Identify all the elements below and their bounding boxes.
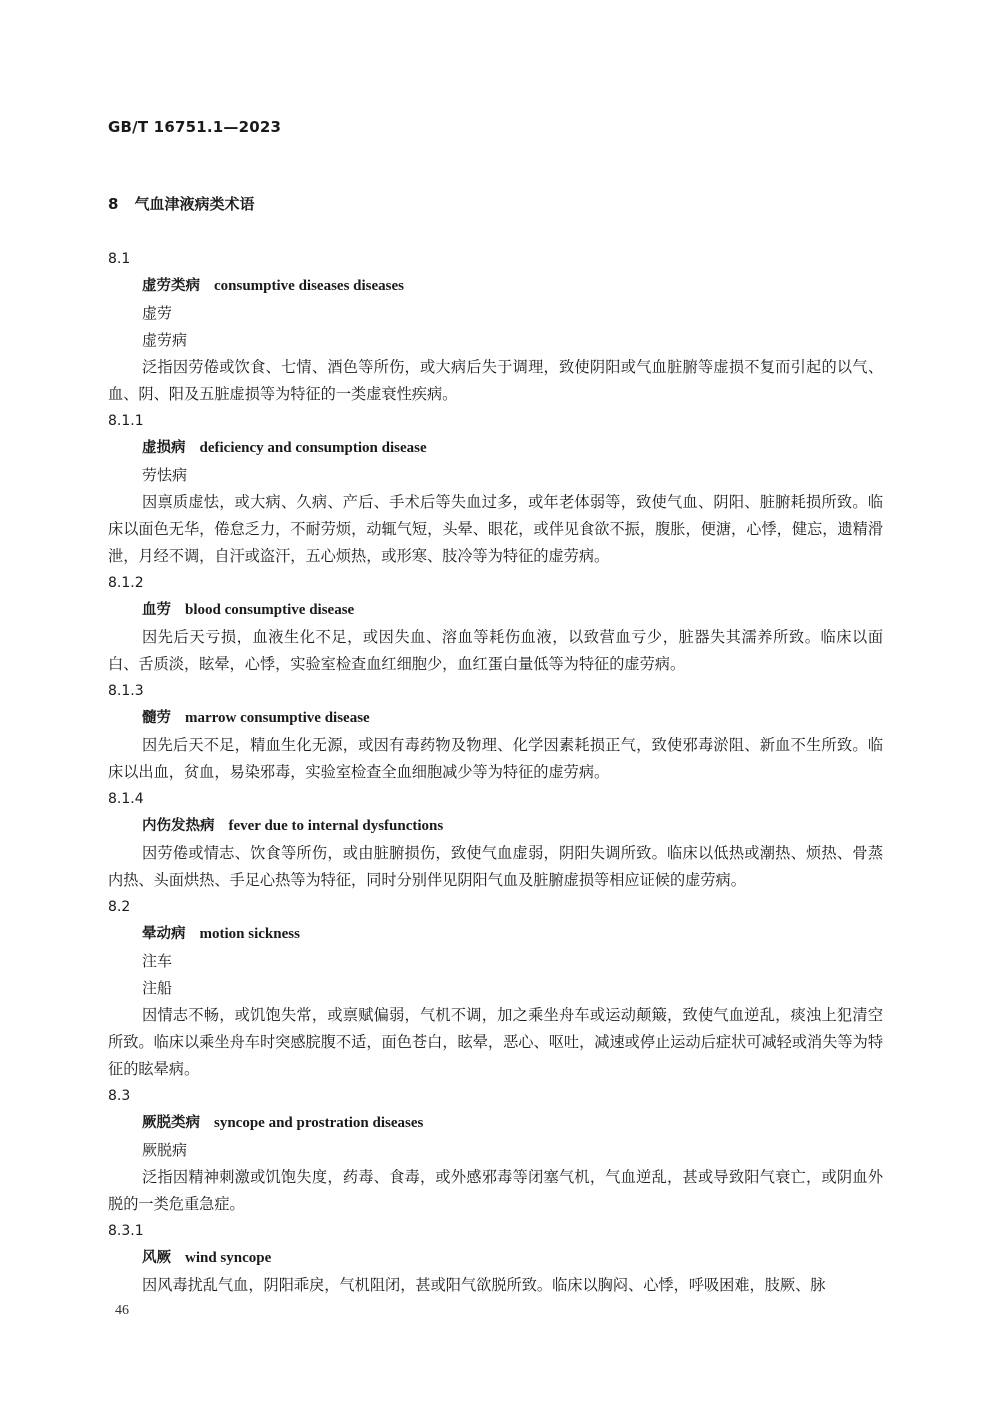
definition-text: 因先后天亏损，血液生化不足，或因失血、溶血等耗伤血液，以致营血亏少，脏器失其濡养所致。临床以面白、舌质淡，眩晕，心悸，实验室检查血红细胞少，血红蛋白量低等为特征的虚劳病。 [108,628,883,673]
synonym: 虚劳病 [142,331,188,349]
synonym: 虚劳 [142,304,173,322]
term-english: fever due to internal dysfunctions [228,818,444,834]
term-english: marrow consumptive disease [185,710,370,726]
term-line [108,813,883,840]
synonym: 注车 [142,952,173,970]
standard-number-header: GB/T 16751.1—2023 [108,118,282,136]
term-chinese: 虚劳类病 [142,278,200,294]
chapter-number: 8 [108,195,119,213]
definition-text: 因情志不畅，或饥饱失常，或禀赋偏弱，气机不调，加之乘坐舟车或运动颠簸，致使气血逆乱，痰浊上犯清空所致。临床以乘坐舟车时突感脘腹不适，面色苍白，眩晕，恶心、呕吐，减速或停止运动后症状可减轻或消失等为特征的眩晕病。 [108,1006,883,1078]
term-chinese: 髓劳 [142,710,171,726]
entry-number: 8.1.1 [108,413,144,429]
chapter-heading [108,193,254,214]
definition-text: 因禀质虚怯，或大病、久病、产后、手术后等失血过多，或年老体弱等，致使气血、阴阳、脏腑耗损所致。临床以面色无华，倦怠乏力，不耐劳烦，动辄气短，头晕、眼花，或伴见食欲不振，腹胀，便溏，心悸，健忘，遗精滑泄，月经不调，自汗或盗汗，五心烦热，或形寒、肢冷等为特征的虚劳病。 [108,493,883,565]
term-line [108,435,883,462]
entry-number: 8.1.3 [108,683,144,699]
term-english: blood consumptive disease [185,602,355,618]
term-chinese: 血劳 [142,602,171,618]
term-line [108,705,883,732]
term-chinese: 虚损病 [142,440,186,456]
term-entry [108,1218,883,1299]
entry-number: 8.1.4 [108,791,144,807]
synonym: 注船 [142,979,173,997]
term-entry [108,786,883,894]
page-number: 46 [115,1303,129,1318]
definition-text: 因先后天不足，精血生化无源，或因有毒药物及物理、化学因素耗损正气，致使邪毒淤阻、新血不生所致。临床以出血，贫血，易染邪毒，实验室检查全血细胞减少等为特征的虚劳病。 [108,736,883,781]
term-english: deficiency and consumption disease [199,440,427,456]
term-english: syncope and prostration diseases [214,1115,424,1131]
term-line [108,1110,883,1137]
term-english: motion sickness [199,926,300,942]
definition-text: 泛指因精神刺激或饥饱失度，药毒、食毒，或外感邪毒等闭塞气机，气血逆乱，甚或导致阳气衰亡，或阴血外脱的一类危重急症。 [108,1168,883,1213]
term-chinese: 晕动病 [142,926,186,942]
definition-text: 因劳倦或情志、饮食等所伤，或由脏腑损伤，致使气血虚弱，阴阳失调所致。临床以低热或潮热、烦热、骨蒸内热、头面烘热、手足心热等为特征，同时分别伴见阴阳气血及脏腑虚损等相应证候的虚劳病。 [108,844,883,889]
term-line [108,1245,883,1272]
entry-number: 8.1 [108,251,131,267]
chapter-title: 气血津液病类术语 [134,195,255,213]
term-line [108,273,883,300]
term-chinese: 厥脱类病 [142,1115,200,1131]
term-entry [108,894,883,1083]
definition-text: 因风毒扰乱气血，阴阳乖戾，气机阻闭，甚或阳气欲脱所致。临床以胸闷、心悸，呼吸困难，肢厥、脉 [142,1276,826,1294]
synonym: 厥脱病 [142,1141,188,1159]
entries-container [108,246,883,1299]
term-line [108,921,883,948]
term-english: consumptive diseases diseases [214,278,405,294]
definition-text: 泛指因劳倦或饮食、七情、酒色等所伤，或大病后失于调理，致使阴阳或气血脏腑等虚损不复而引起的以气、血、阴、阳及五脏虚损等为特征的一类虚衰性疾病。 [108,358,883,403]
term-chinese: 内伤发热病 [142,818,215,834]
entry-number: 8.3 [108,1088,131,1104]
entry-number: 8.2 [108,899,131,915]
term-english: wind syncope [185,1250,272,1266]
synonym: 劳怯病 [142,466,188,484]
term-entry [108,570,883,678]
term-entry [108,246,883,408]
term-chinese: 风厥 [142,1250,171,1266]
term-line [108,597,883,624]
term-entry [108,1083,883,1218]
entry-number: 8.3.1 [108,1223,144,1239]
term-entry [108,678,883,786]
term-entry [108,408,883,570]
entry-number: 8.1.2 [108,575,144,591]
